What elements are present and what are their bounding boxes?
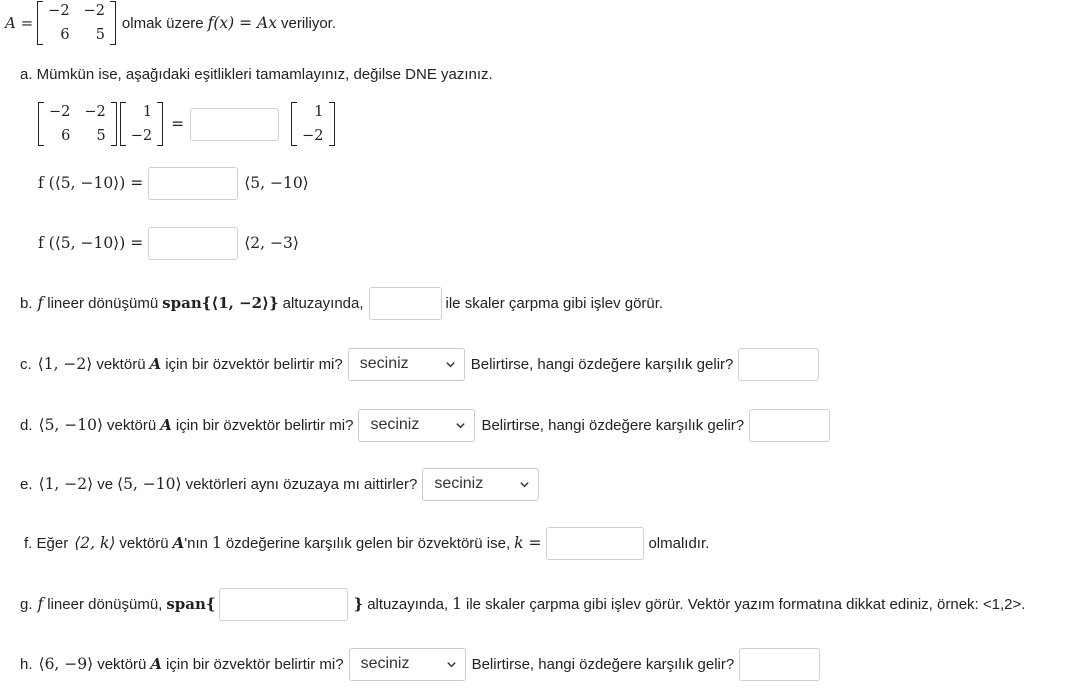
eigenvalue-one: 1 — [211, 534, 222, 552]
part-f — [24, 526, 709, 560]
matrix-a-label: A = — [5, 14, 34, 32]
scalar-one: 1 — [452, 595, 462, 613]
answer-input-d[interactable] — [749, 409, 830, 442]
span-expression: span{⟨1, −2⟩} — [162, 294, 279, 312]
answer-input-h[interactable] — [739, 648, 820, 681]
part-e-text1: ve — [97, 475, 114, 493]
matrix-symbol: A — [149, 355, 162, 373]
vector: ⟨1, −2⟩ — [37, 355, 93, 373]
intro-text-end: veriliyor. — [280, 14, 336, 32]
part-d-text3: Belirtirse, hangi özdeğere karşılık gelir? — [481, 416, 745, 434]
part-g-text3: ile skaler çarpma gibi işlev görür. Vektör yazım formatına dikkat ediniz, örnek: <1,2>. — [465, 595, 1026, 613]
matrix-cell: −2 — [83, 3, 105, 19]
part-label: b. — [20, 294, 33, 312]
part-b-text2: altuzayında, — [282, 294, 364, 312]
eigenvector-select-d[interactable] — [358, 409, 475, 442]
part-label: d. — [20, 416, 33, 434]
matrix-symbol: A — [172, 534, 185, 552]
eigenspace-select-e[interactable] — [422, 468, 539, 501]
part-h-text2: için bir özvektör belirtir mi? — [166, 655, 344, 673]
f-symbol: f — [37, 595, 44, 613]
k-equals: k = — [514, 534, 542, 552]
vector: ⟨2, k⟩ — [74, 534, 116, 552]
part-e-text2: vektörleri aynı özuzaya mı aittirler? — [185, 475, 418, 493]
part-b-text1: lineer dönüşümü — [47, 294, 159, 312]
matrix-symbol: A — [160, 416, 172, 434]
part-c — [20, 347, 819, 381]
chevron-down-icon — [445, 359, 456, 370]
part-d — [20, 408, 830, 442]
part-a-prompt — [20, 64, 493, 84]
matrix-cell: 5 — [96, 128, 106, 144]
select-value: seciniz — [434, 475, 484, 492]
span-close: } — [353, 595, 364, 613]
rhs-vector: ⟨2, −3⟩ — [244, 234, 299, 252]
part-a-row3 — [38, 226, 299, 260]
lhs-expression: f (⟨5, −10⟩) = — [38, 234, 144, 252]
part-g-text1: lineer dönüşümü, — [47, 595, 163, 613]
matrix-cell: 5 — [95, 27, 105, 43]
part-f-text1: vektörü — [119, 534, 169, 552]
part-label: h. — [20, 655, 33, 673]
part-c-text1: vektörü — [96, 355, 146, 373]
matrix-cell: −2 — [84, 104, 106, 120]
intro-formula: f(x) = Ax — [207, 14, 277, 32]
answer-input-a3[interactable] — [148, 227, 238, 260]
part-g — [20, 587, 1025, 621]
equals-sign: = — [171, 115, 185, 133]
vector-2: ⟨5, −10⟩ — [117, 475, 182, 493]
select-value: seciniz — [370, 416, 420, 433]
vector-1: ⟨1, −2⟩ — [38, 475, 94, 493]
part-label: c. — [20, 355, 32, 373]
matrix-cell: −2 — [49, 104, 71, 120]
vector-cell: 1 — [314, 104, 324, 120]
vector-cell: −2 — [130, 128, 153, 144]
part-f-text3: özdeğerine karşılık gelen bir özvektörü ise, — [225, 534, 511, 552]
eigenvector-select-h[interactable] — [349, 648, 466, 681]
intro-line — [5, 2, 336, 44]
matrix-cell: 6 — [61, 128, 71, 144]
part-a-row2 — [38, 166, 309, 200]
part-label: g. — [20, 595, 33, 613]
part-b-text3: ile skaler çarpma gibi işlev görür. — [445, 294, 664, 312]
vector-cell: −2 — [302, 128, 324, 144]
answer-input-f[interactable] — [546, 527, 644, 560]
part-a-text: a. Mümkün ise, aşağıdaki eşitlikleri tamamlayınız, değilse DNE yazınız. — [20, 65, 493, 83]
vector: ⟨5, −10⟩ — [38, 416, 104, 434]
part-c-text3: Belirtirse, hangi özdeğere karşılık gelir? — [470, 355, 734, 373]
answer-input-b[interactable] — [369, 287, 442, 320]
part-d-text1: vektörü — [107, 416, 157, 434]
part-g-text2: altuzayında, — [367, 595, 449, 613]
part-d-text2: için bir özvektör belirtir mi? — [175, 416, 354, 434]
part-e — [20, 467, 539, 501]
matrix-cell: 6 — [60, 27, 70, 43]
vector-cell: 1 — [142, 104, 153, 120]
answer-input-a1[interactable] — [190, 108, 279, 141]
column-vector — [120, 102, 163, 146]
chevron-down-icon — [446, 659, 457, 670]
chevron-down-icon — [519, 479, 530, 490]
part-h — [20, 647, 820, 681]
eigenvector-select-c[interactable] — [348, 348, 465, 381]
part-f-text4: olmalıdır. — [648, 534, 710, 552]
part-h-text1: vektörü — [97, 655, 147, 673]
select-value: seciniz — [359, 355, 409, 372]
part-f-text2: 'nın — [184, 534, 208, 552]
answer-input-g[interactable] — [219, 588, 348, 621]
answer-input-a2[interactable] — [148, 167, 238, 200]
matrix-a — [37, 1, 116, 45]
part-h-text3: Belirtirse, hangi özdeğere karşılık gelir? — [471, 655, 735, 673]
part-c-text2: için bir özvektör belirtir mi? — [165, 355, 343, 373]
part-label: e. — [20, 475, 33, 493]
part-b — [20, 286, 663, 320]
part-label: f. Eğer — [24, 534, 69, 552]
part-a-row1 — [38, 98, 335, 150]
column-vector-rhs — [291, 102, 334, 146]
matrix-cell: −2 — [48, 3, 70, 19]
matrix-symbol: A — [150, 655, 163, 673]
lhs-expression: f (⟨5, −10⟩) = — [38, 174, 144, 192]
f-symbol: f — [37, 294, 44, 312]
select-value: seciniz — [360, 655, 410, 672]
chevron-down-icon — [455, 420, 466, 431]
rhs-vector: ⟨5, −10⟩ — [244, 174, 309, 192]
matrix-a-repeat — [38, 102, 117, 146]
answer-input-c[interactable] — [738, 348, 819, 381]
span-open: span{ — [166, 595, 216, 613]
intro-text: olmak üzere — [121, 14, 204, 32]
vector: ⟨6, −9⟩ — [38, 655, 94, 673]
